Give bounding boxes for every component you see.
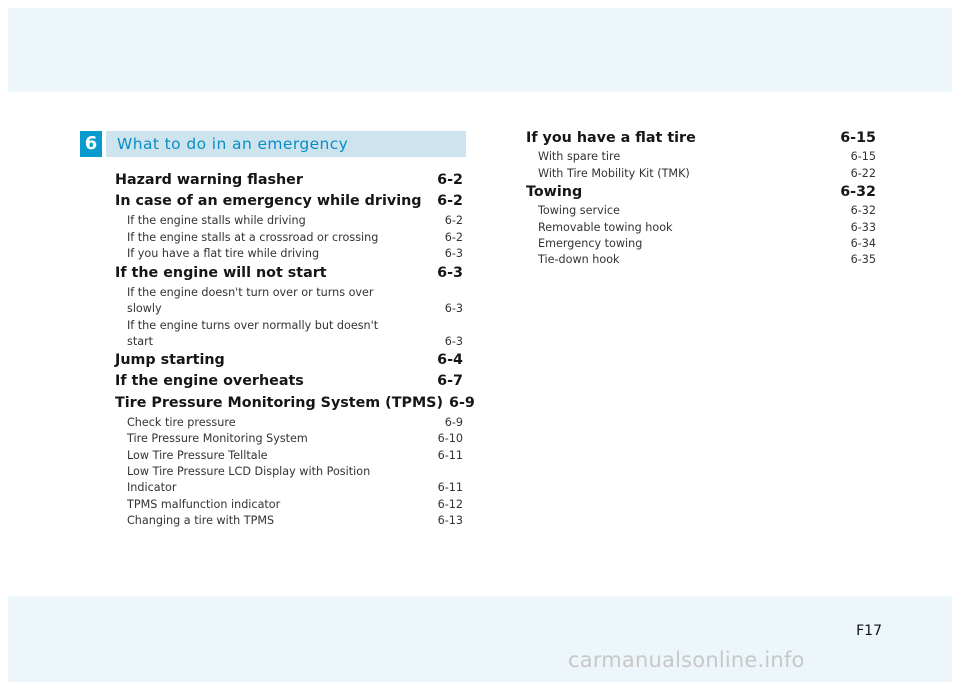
section-header — [80, 131, 466, 157]
toc-entry-tpms[interactable]: Tire Pressure Monitoring System (TPMS) 6-9 — [115, 394, 475, 411]
toc-subentry[interactable]: Changing a tire with TPMS 6-13 — [127, 514, 463, 528]
toc-subentry[interactable]: Emergency towing 6-34 — [538, 236, 876, 250]
toc-subentry[interactable]: start 6-3 — [127, 334, 463, 348]
section-title: What to do in an emergency — [106, 131, 466, 157]
toc-subentry[interactable]: TPMS malfunction indicator 6-12 — [127, 497, 463, 511]
toc-subentry-line[interactable]: If the engine turns over normally but doesn't — [127, 318, 379, 332]
toc-entry-hazard-warning-flasher[interactable]: Hazard warning flasher 6-2 — [115, 172, 463, 188]
toc-subentry-line[interactable]: Low Tire Pressure LCD Display with Position — [127, 465, 371, 479]
toc-subentry[interactable]: If the engine stalls at a crossroad or crossing 6-2 — [127, 230, 463, 244]
toc-subentry[interactable]: Check tire pressure 6-9 — [127, 415, 463, 429]
toc-subentry-line[interactable]: If the engine doesn't turn over or turns over — [127, 285, 374, 299]
toc-subentry[interactable]: Tire Pressure Monitoring System 6-10 — [127, 432, 463, 446]
toc-subentry[interactable]: If you have a flat tire while driving 6-3 — [127, 247, 463, 261]
toc-entry-flat-tire[interactable]: If you have a flat tire 6-15 — [526, 130, 876, 146]
toc-entry-towing[interactable]: Towing 6-32 — [526, 183, 876, 200]
toc-entry-engine-overheats[interactable]: If the engine overheats 6-7 — [115, 373, 463, 390]
toc-subentry[interactable]: With spare tire 6-15 — [538, 150, 876, 164]
toc-subentry[interactable]: Tie-down hook 6-35 — [538, 253, 876, 267]
toc-entry-emergency-while-driving[interactable]: In case of an emergency while driving 6-2 — [115, 193, 463, 210]
toc-entry-jump-starting[interactable]: Jump starting 6-4 — [115, 352, 463, 369]
toc-subentry[interactable]: Indicator 6-11 — [127, 481, 463, 495]
section-number: 6 — [80, 131, 102, 157]
toc-left-column — [115, 170, 475, 530]
watermark: carmanualsonline.info — [568, 648, 805, 672]
toc-subentry[interactable]: Low Tire Pressure Telltale 6-11 — [127, 448, 463, 462]
toc-subentry[interactable]: Removable towing hook 6-33 — [538, 220, 876, 234]
toc-subentry[interactable]: Towing service 6-32 — [538, 204, 876, 218]
toc-subentry[interactable]: If the engine stalls while driving 6-2 — [127, 214, 463, 228]
page-number: F17 — [856, 623, 882, 639]
toc-entry-engine-will-not-start[interactable]: If the engine will not start 6-3 — [115, 264, 463, 281]
toc-right-column — [526, 128, 876, 269]
bottom-band — [8, 596, 952, 682]
toc-subentry[interactable]: With Tire Mobility Kit (TMK) 6-22 — [538, 166, 876, 180]
top-band — [8, 8, 952, 92]
toc-subentry[interactable]: slowly 6-3 — [127, 302, 463, 316]
